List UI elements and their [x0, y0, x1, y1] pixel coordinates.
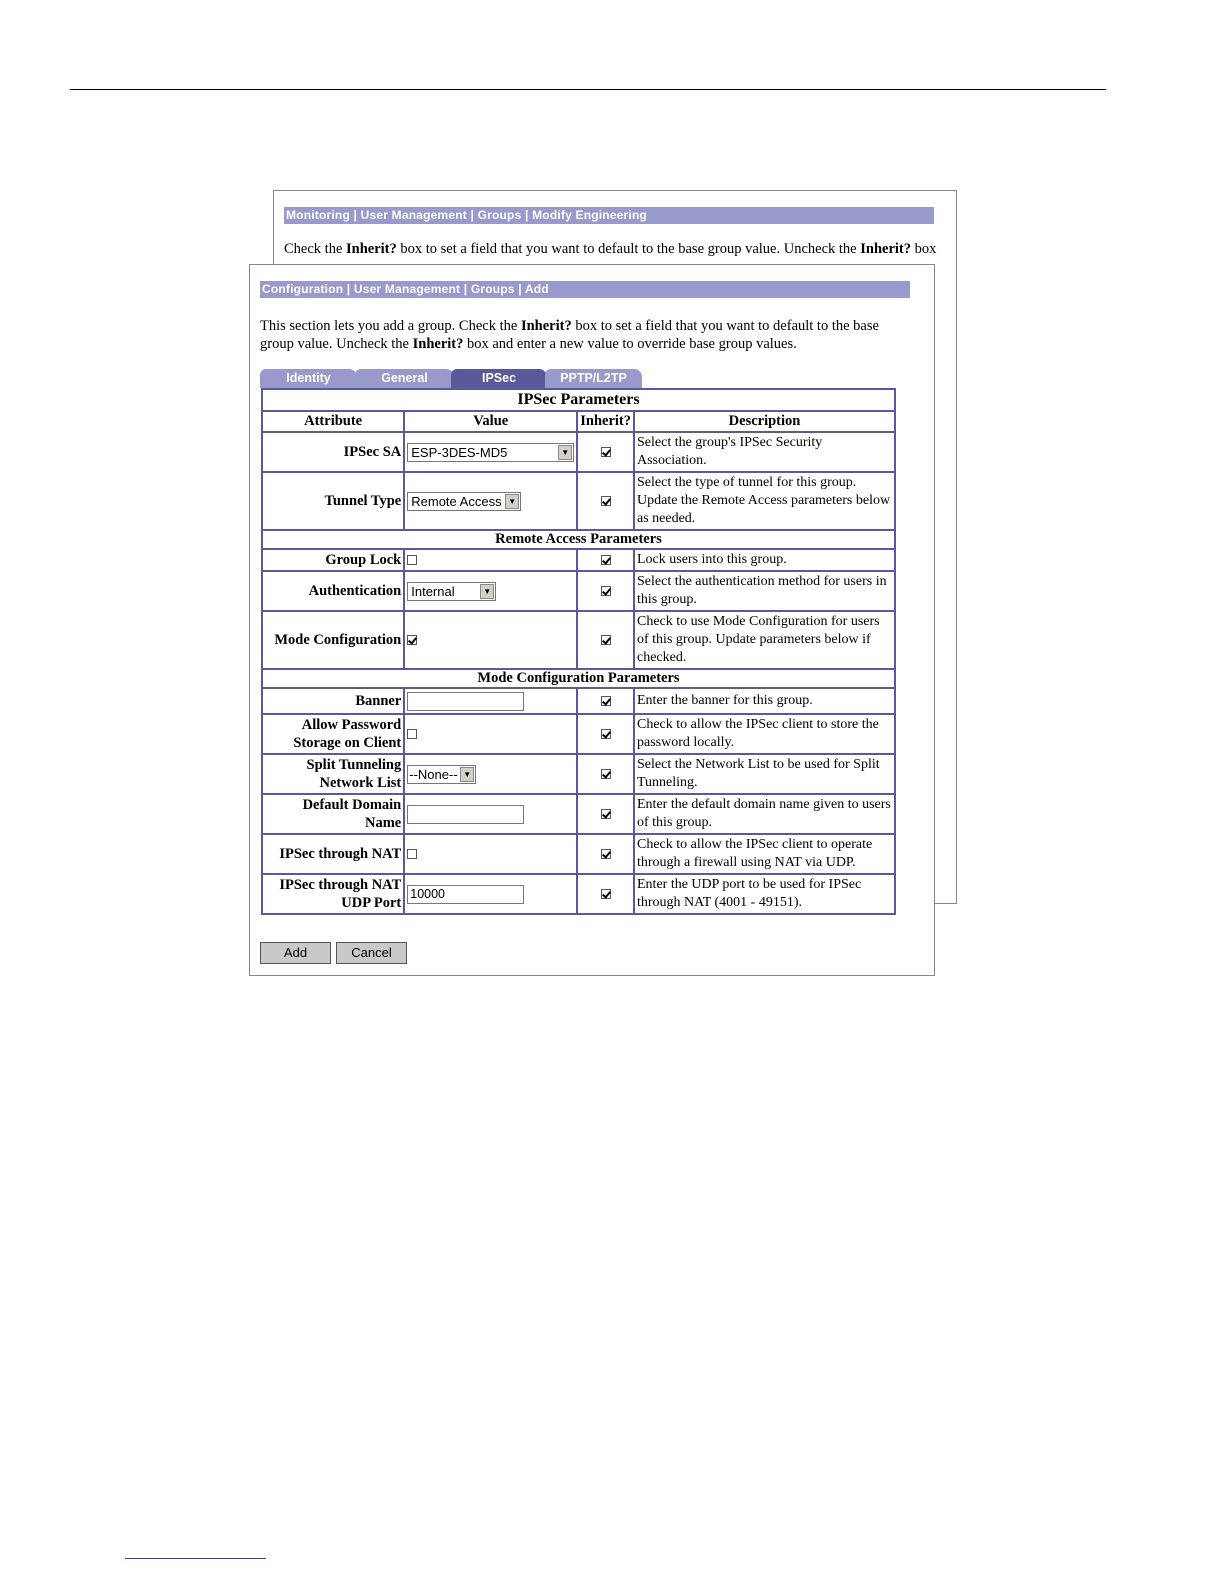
attr-tunnel-type: Tunnel Type	[262, 472, 404, 530]
table-row	[262, 754, 895, 794]
ipsec-sa-value: ESP-3DES-MD5	[411, 444, 508, 460]
tab-ipsec[interactable]: IPSec	[451, 369, 547, 388]
table-row	[262, 834, 895, 874]
desc-split-tunneling: Select the Network List to be used for Split Tunneling.	[634, 754, 895, 794]
attr-mode-configuration: Mode Configuration	[262, 611, 404, 669]
tab-pptp-l2tp[interactable]: PPTP/L2TP	[545, 369, 642, 388]
default-domain-input[interactable]	[407, 805, 524, 824]
chevron-down-icon: ▼	[558, 445, 572, 460]
chevron-down-icon: ▼	[505, 494, 519, 509]
desc-ipsec-through-nat: Check to allow the IPSec client to operate through a firewall using NAT via UDP.	[634, 834, 895, 874]
tab-general[interactable]: General	[355, 369, 454, 388]
split-tunneling-value: --None--	[409, 766, 458, 782]
table-row	[262, 714, 895, 754]
table-row	[262, 874, 895, 914]
table-title: IPSec Parameters	[262, 389, 895, 411]
attr-banner: Banner	[262, 688, 404, 714]
table-row	[262, 571, 895, 611]
inherit-tunnel-type-checkbox[interactable]	[601, 496, 611, 506]
udp-port-input[interactable]: 10000	[407, 885, 524, 904]
chevron-down-icon: ▼	[480, 584, 494, 599]
table-row	[262, 611, 895, 669]
ipsec-sa-select[interactable]	[407, 443, 574, 462]
attr-ipsec-sa: IPSec SA	[262, 432, 404, 472]
desc-allow-password-storage: Check to allow the IPSec client to store the password locally.	[634, 714, 895, 754]
inherit-group-lock-checkbox[interactable]	[601, 555, 611, 565]
table-row	[262, 472, 895, 530]
header-inherit: Inherit?	[577, 411, 634, 432]
authentication-value: Internal	[411, 583, 455, 599]
front-window-add-group	[249, 264, 935, 976]
attr-group-lock: Group Lock	[262, 549, 404, 571]
split-tunneling-select[interactable]	[407, 765, 476, 784]
table-row	[262, 549, 895, 571]
header-description: Description	[634, 411, 895, 432]
desc-default-domain: Enter the default domain name given to users of this group.	[634, 794, 895, 834]
allow-password-storage-checkbox[interactable]	[407, 729, 417, 739]
desc-authentication: Select the authentication method for users in this group.	[634, 571, 895, 611]
inherit-banner-checkbox[interactable]	[601, 696, 611, 706]
inherit-authentication-checkbox[interactable]	[601, 586, 611, 596]
header-attribute: Attribute	[262, 411, 404, 432]
desc-group-lock: Lock users into this group.	[634, 549, 895, 571]
attr-default-domain-name: Default Domain Name	[262, 794, 404, 834]
attr-split-tunneling: Split Tunneling Network List	[262, 754, 404, 794]
breadcrumb-bar	[260, 281, 910, 298]
tab-bar	[260, 369, 900, 388]
cancel-button[interactable]: Cancel	[336, 942, 407, 964]
inherit-allow-password-checkbox[interactable]	[601, 729, 611, 739]
desc-tunnel-type: Select the type of tunnel for this group. Update the Remote Access parameters below as needed.	[634, 472, 895, 530]
intro-text: This section lets you add a group. Check the Inherit? box to set a field that you want to default to the base group value. Uncheck the Inherit? box and enter a new value to override base group values.	[260, 318, 879, 352]
table-row	[262, 432, 895, 472]
table-row	[262, 794, 895, 834]
breadcrumb[interactable]: Configuration | User Management | Groups | Add	[262, 282, 549, 296]
back-breadcrumb[interactable]: Monitoring | User Management | Groups | Modify Engineering	[286, 208, 648, 222]
tunnel-type-value: Remote Access	[411, 493, 502, 509]
desc-mode-configuration: Check to use Mode Configuration for users of this group. Update parameters below if checked.	[634, 611, 895, 669]
attr-ipsec-through-nat: IPSec through NAT	[262, 834, 404, 874]
attr-allow-password-storage: Allow Password Storage on Client	[262, 714, 404, 754]
section-remote-access: Remote Access Parameters	[262, 530, 895, 549]
table-row	[262, 688, 895, 714]
tunnel-type-select[interactable]	[407, 492, 521, 511]
chevron-down-icon: ▼	[460, 767, 474, 782]
banner-input[interactable]	[407, 692, 524, 711]
inherit-ipsec-sa-checkbox[interactable]	[601, 447, 611, 457]
back-breadcrumb-bar	[284, 207, 934, 224]
attr-ipsec-nat-udp-port: IPSec through NAT UDP Port	[262, 874, 404, 914]
group-lock-checkbox[interactable]	[407, 555, 417, 565]
desc-udp-port: Enter the UDP port to be used for IPSec through NAT (4001 - 49151).	[634, 874, 895, 914]
back-intro-text: Check the Inherit? box to set a field that you want to default to the base group value. Uncheck the Inherit? box	[284, 241, 937, 257]
inherit-default-domain-checkbox[interactable]	[601, 809, 611, 819]
ipsec-parameters-table	[261, 388, 896, 915]
tab-identity[interactable]: Identity	[260, 369, 357, 388]
mode-configuration-checkbox[interactable]	[407, 635, 417, 645]
inherit-ipsec-nat-checkbox[interactable]	[601, 849, 611, 859]
add-button[interactable]: Add	[260, 942, 331, 964]
page-top-rule	[70, 89, 1106, 90]
ipsec-through-nat-checkbox[interactable]	[407, 849, 417, 859]
header-value: Value	[404, 411, 577, 432]
attr-authentication: Authentication	[262, 571, 404, 611]
desc-banner: Enter the banner for this group.	[634, 688, 895, 714]
inherit-udp-port-checkbox[interactable]	[601, 889, 611, 899]
section-mode-config: Mode Configuration Parameters	[262, 669, 895, 688]
footer-link-underline	[125, 1558, 266, 1559]
inherit-mode-configuration-checkbox[interactable]	[601, 635, 611, 645]
authentication-select[interactable]	[407, 582, 496, 601]
desc-ipsec-sa: Select the group's IPSec Security Association.	[634, 432, 895, 472]
inherit-split-tunneling-checkbox[interactable]	[601, 769, 611, 779]
